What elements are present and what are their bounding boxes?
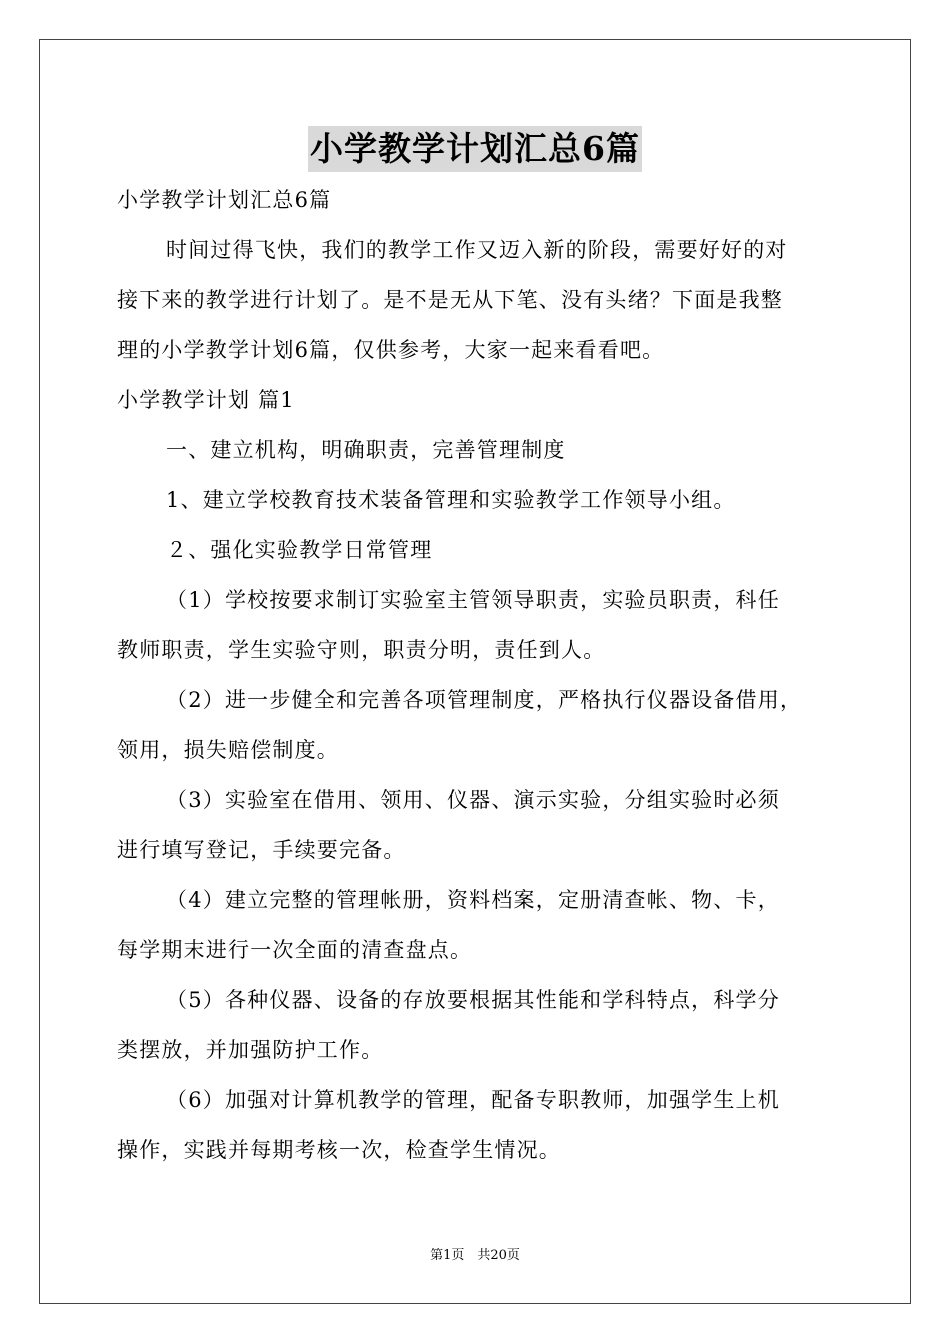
paragraph-line: （6）加强对计算机教学的管理，配备专职教师，加强学生上机 <box>166 1088 780 1112</box>
paragraph-line: 领用，损失赔偿制度。 <box>117 738 339 762</box>
paragraph-line: 1、建立学校教育技术装备管理和实验教学工作领导小组。 <box>166 488 736 512</box>
paragraph-line: 时间过得飞快，我们的教学工作又迈入新的阶段，需要好好的对 <box>166 238 788 262</box>
paragraph-line: 操作，实践并每期考核一次，检查学生情况。 <box>117 1138 561 1162</box>
paragraph-line: （5）各种仪器、设备的存放要根据其性能和学科特点，科学分 <box>166 988 780 1012</box>
paragraph-line: 教师职责，学生实验守则，职责分明，责任到人。 <box>117 638 606 662</box>
paragraph-line: 一、建立机构，明确职责，完善管理制度 <box>166 438 566 462</box>
title-container <box>0 126 950 172</box>
page-footer: 第1页 共20页 <box>430 1248 520 1263</box>
paragraph-line: （2）进一步健全和完善各项管理制度，严格执行仪器设备借用， <box>166 688 803 712</box>
page-border <box>39 39 911 1304</box>
paragraph-line: 类摆放，并加强防护工作。 <box>117 1038 384 1062</box>
paragraph-line: （1）学校按要求制订实验室主管领导职责，实验员职责，科任 <box>166 588 780 612</box>
paragraph-line: ２、强化实验教学日常管理 <box>166 538 433 562</box>
paragraph-line: （3）实验室在借用、领用、仪器、演示实验，分组实验时必须 <box>166 788 780 812</box>
subtitle-line: 小学教学计划汇总6篇 <box>117 188 332 212</box>
paragraph-line: 进行填写登记，手续要完备。 <box>117 838 406 862</box>
paragraph-line: （4）建立完整的管理帐册，资料档案，定册清查帐、物、卡， <box>166 888 780 912</box>
document-title: 小学教学计划汇总6篇 <box>308 126 642 172</box>
paragraph-line: 理的小学教学计划6篇，仅供参考，大家一起来看看吧。 <box>117 338 665 362</box>
paragraph-line: 接下来的教学进行计划了。是不是无从下笔、没有头绪？下面是我整 <box>117 288 783 312</box>
paragraph-line: 每学期末进行一次全面的清查盘点。 <box>117 938 473 962</box>
section-heading: 小学教学计划 篇1 <box>117 388 295 412</box>
